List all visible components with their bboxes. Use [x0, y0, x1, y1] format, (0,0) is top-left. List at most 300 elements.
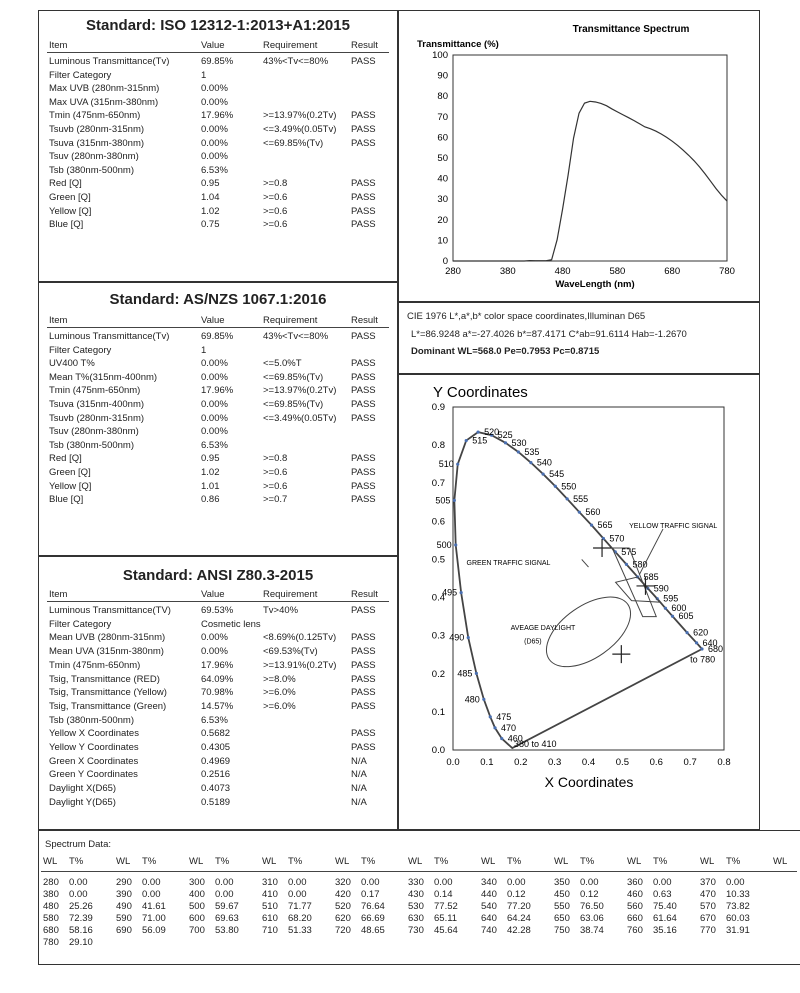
- requirement-cell: >=13.97%(0.2Tv): [263, 110, 337, 122]
- locus-point: [625, 563, 628, 566]
- spectrum-wl-cell: 290: [116, 877, 132, 888]
- result-cell: N/A: [351, 783, 367, 795]
- chromaticity-x-tick: 0.2: [514, 757, 528, 768]
- locus-point: [460, 591, 463, 594]
- item-cell: Max UVA (315nm-380nm): [49, 96, 159, 108]
- spectrum-wl-cell: 510: [262, 901, 278, 912]
- spectrum-t-cell: 66.69: [361, 913, 385, 924]
- result-cell: PASS: [351, 659, 376, 671]
- table-row: [49, 768, 389, 781]
- spectrum-wl-cell: 460: [627, 889, 643, 900]
- locus-wavelength-label: 560: [585, 507, 601, 518]
- spectrum-t-cell: 64.24: [507, 913, 531, 924]
- spectrum-wl-cell: 550: [554, 901, 570, 912]
- result-cell: PASS: [351, 480, 376, 492]
- spectrum-y-tick: 30: [437, 194, 448, 206]
- value-cell: 69.53%: [201, 605, 234, 616]
- spectrum-wl-cell: 540: [481, 901, 497, 912]
- locus-wavelength-label: 510: [438, 459, 454, 470]
- ansi-header-result: Result: [351, 589, 378, 600]
- iso-header-result: Result: [351, 40, 378, 51]
- table-row: [49, 439, 389, 452]
- asnzs-header-item: Item: [49, 315, 68, 326]
- spectrum-wl-cell: 720: [335, 925, 351, 936]
- value-cell: 0.00%: [201, 646, 228, 658]
- chromaticity-x-tick: 0.7: [683, 757, 697, 768]
- locus-point: [475, 672, 478, 675]
- requirement-cell: <8.69%(0.125Tv): [263, 632, 337, 644]
- from380-label: 380 to 410: [513, 739, 557, 750]
- chromaticity-y-tick: 0.7: [431, 478, 445, 490]
- chromaticity-y-tick: 0.6: [431, 516, 445, 528]
- spectrum-t-cell: 0.00: [288, 889, 307, 900]
- value-cell: 0.2516: [201, 769, 231, 781]
- value-cell: 0.00%: [201, 124, 228, 135]
- asnzs-title: Standard: AS/NZS 1067.1:2016: [109, 291, 327, 308]
- item-cell: Yellow X Coordinates: [49, 728, 139, 740]
- spectrum-wl-cell: 730: [408, 925, 424, 936]
- locus-point: [453, 499, 456, 502]
- item-cell: Tsig, Transmittance (Yellow): [49, 687, 167, 699]
- locus-wavelength-label: 620: [693, 627, 709, 638]
- value-cell: 6.53%: [201, 714, 228, 726]
- locus-wavelength-label: 575: [621, 546, 637, 557]
- spectrum-wl-cell: 620: [335, 913, 351, 924]
- ansi-header-item: Item: [49, 589, 68, 600]
- spectrum-chart: [399, 11, 759, 301]
- spectrum-t-cell: 58.16: [69, 925, 93, 936]
- chromaticity-y-tick: 0.5: [431, 554, 445, 566]
- value-cell: 0.4073: [201, 783, 231, 795]
- value-cell: 6.53%: [201, 439, 228, 451]
- table-row: [49, 69, 389, 82]
- spectrum-plot-frame: [453, 55, 727, 261]
- daylight-label: AVEAGE DAYLIGHT: [510, 624, 576, 632]
- requirement-cell: >=0.6: [263, 467, 288, 478]
- result-cell: PASS: [351, 687, 376, 699]
- spectrum-col-wl-header: WL: [116, 856, 131, 867]
- table-row: [49, 218, 389, 231]
- spectrum-t-cell: 48.65: [361, 925, 385, 936]
- spectrum-x-tick: 680: [664, 266, 681, 277]
- spectrum-wl-cell: 430: [408, 889, 424, 900]
- spectrum-col-wl-header: WL: [43, 856, 58, 867]
- locus-point: [590, 524, 593, 527]
- cie-line3: Dominant WL=568.0 Pe=0.7953 Pc=0.8715: [411, 346, 600, 357]
- table-row: [49, 673, 389, 686]
- table-row: [49, 123, 389, 136]
- spectrum-y-tick: 60: [437, 132, 448, 144]
- value-cell: 69.85%: [201, 56, 234, 67]
- table-row: [49, 631, 389, 644]
- spectrum-t-cell: 65.11: [434, 913, 458, 924]
- result-cell: PASS: [351, 728, 376, 740]
- spectrum-t-cell: 76.64: [361, 901, 385, 912]
- locus-point: [517, 450, 520, 453]
- requirement-cell: <=69.85%(Tv): [263, 399, 324, 410]
- spectrum-wl-cell: 350: [554, 877, 570, 888]
- value-cell: 64.09%: [201, 673, 234, 685]
- chromaticity-x-tick: 0.8: [717, 757, 731, 768]
- spectrum-t-cell: 53.80: [215, 925, 239, 936]
- spectrum-wl-cell: 330: [408, 877, 424, 888]
- item-cell: Tsig, Transmittance (Green): [49, 700, 167, 712]
- requirement-cell: >=0.8: [263, 178, 288, 190]
- table-row: [49, 330, 389, 343]
- result-cell: PASS: [351, 494, 376, 506]
- chromaticity-x-tick: 0.0: [446, 757, 460, 768]
- spectrum-t-cell: 0.00: [507, 877, 526, 888]
- result-cell: PASS: [351, 371, 376, 383]
- item-cell: Max UVB (280nm-315nm): [49, 83, 160, 95]
- item-cell: Tsuv (280nm-380nm): [49, 151, 139, 163]
- chromaticity-x-label: X Coordinates: [544, 774, 634, 790]
- result-cell: PASS: [351, 467, 376, 478]
- value-cell: 14.57%: [201, 700, 234, 712]
- spectrum-col-wl-header: WL: [189, 856, 204, 867]
- spectrum-wl-cell: 390: [116, 889, 132, 900]
- item-cell: Tsuv (280nm-380nm): [49, 426, 139, 438]
- value-cell: Cosmetic lens: [201, 618, 261, 630]
- requirement-cell: >=6.0%: [263, 687, 296, 699]
- spectrum-col-wl-header: WL: [554, 856, 569, 867]
- spectrum-t-cell: 25.26: [69, 901, 93, 912]
- locus-point: [482, 698, 485, 701]
- value-cell: 17.96%: [201, 110, 234, 122]
- value-cell: 0.00%: [201, 399, 228, 410]
- locus-wavelength-label: 600: [671, 603, 687, 614]
- requirement-cell: Tv>40%: [263, 605, 299, 616]
- value-cell: 1.02: [201, 205, 220, 217]
- item-cell: Tmin (475nm-650nm): [49, 659, 141, 671]
- item-cell: Tmin (475nm-650nm): [49, 385, 141, 397]
- result-cell: PASS: [351, 632, 376, 644]
- chromaticity-y-tick: 0.1: [431, 706, 445, 718]
- spectrum-t-cell: 41.61: [142, 901, 166, 912]
- locus-wavelength-label: 680: [707, 644, 724, 655]
- result-cell: N/A: [351, 755, 367, 767]
- spectrum-wl-cell: 470: [700, 889, 716, 900]
- value-cell: 69.85%: [201, 331, 234, 342]
- spectrum-x-tick: 480: [554, 266, 571, 277]
- item-cell: Tsuvb (280nm-315nm): [49, 412, 145, 424]
- spectrum-wl-cell: 690: [116, 925, 132, 936]
- locus-point: [465, 439, 468, 442]
- spectrum-wl-cell: 440: [481, 889, 497, 900]
- requirement-cell: >=0.6: [263, 205, 288, 217]
- item-cell: Filter Category: [49, 618, 112, 630]
- result-cell: PASS: [351, 605, 376, 616]
- locus-wavelength-label: 570: [609, 533, 625, 544]
- item-cell: Tsuvb (280nm-315nm): [49, 124, 145, 135]
- table-row: [49, 371, 389, 384]
- spectrum-col-wl-header: WL: [627, 856, 642, 867]
- spectrum-col-t-header: T%: [434, 856, 449, 867]
- locus-wavelength-label: 460: [507, 733, 523, 744]
- spectrum-col-t-header: T%: [215, 856, 230, 867]
- result-cell: PASS: [351, 453, 376, 465]
- to780-label: to 780: [690, 654, 716, 665]
- locus-point: [671, 615, 674, 618]
- locus-point: [500, 737, 503, 740]
- spectrum-wl-cell: 410: [262, 889, 278, 900]
- item-cell: Blue [Q]: [49, 219, 84, 231]
- spectrum-col-t-header: T%: [288, 856, 303, 867]
- spectrum-wl-cell: 640: [481, 913, 497, 924]
- locus-wavelength-label: 590: [653, 583, 669, 594]
- result-cell: PASS: [351, 646, 376, 658]
- locus-point: [454, 543, 457, 546]
- locus-wavelength-label: 565: [597, 520, 613, 531]
- spectrum-wl-cell: 600: [189, 913, 205, 924]
- locus-wavelength-label: 550: [561, 481, 577, 492]
- value-cell: 0.75: [201, 219, 220, 231]
- result-cell: PASS: [351, 137, 376, 149]
- locus-wavelength-label: 485: [457, 668, 473, 679]
- spectrum-wl-cell: 560: [627, 901, 643, 912]
- spectrum-t-cell: 56.09: [142, 925, 166, 936]
- asnzs-standard-panel: [38, 282, 398, 556]
- chromaticity-title: Y Coordinates: [433, 384, 528, 401]
- requirement-cell: >=6.0%: [263, 700, 296, 712]
- value-cell: 0.00%: [201, 426, 228, 438]
- spectrum-col-wl-header: WL: [700, 856, 715, 867]
- requirement-cell: >=0.6: [263, 192, 288, 203]
- spectrum-t-cell: 35.16: [653, 925, 677, 936]
- value-cell: 17.96%: [201, 385, 234, 397]
- result-cell: PASS: [351, 673, 376, 685]
- locus-point: [542, 472, 545, 475]
- table-row: [49, 686, 389, 699]
- spectrum-y-tick: 100: [432, 50, 448, 61]
- spectrum-wl-cell: 490: [116, 901, 132, 912]
- locus-point: [578, 511, 581, 514]
- item-cell: Luminous Transmittance(Tv): [49, 331, 170, 342]
- spectrum-t-cell: 71.77: [288, 901, 312, 912]
- locus-wavelength-label: 500: [436, 539, 452, 550]
- spectrum-wl-cell: 700: [189, 925, 205, 936]
- requirement-cell: >=0.8: [263, 453, 288, 465]
- table-row: [49, 466, 389, 479]
- iso-header-requirement: Requirement: [263, 40, 318, 51]
- spectrum-wl-cell: 520: [335, 901, 351, 912]
- chromaticity-y-tick: 0.2: [431, 668, 445, 680]
- spectrum-t-cell: 60.03: [726, 913, 750, 924]
- result-cell: PASS: [351, 700, 376, 712]
- value-cell: 0.00%: [201, 412, 228, 424]
- table-row: [49, 177, 389, 190]
- spectrum-t-cell: 0.00: [142, 889, 161, 900]
- requirement-cell: <=3.49%(0.05Tv): [263, 412, 337, 424]
- table-row: [49, 645, 389, 658]
- coordinate-marker: [612, 645, 630, 663]
- spectrum-wl-cell: 680: [43, 925, 59, 936]
- locus-wavelength-label: 530: [511, 437, 527, 448]
- locus-point: [554, 485, 557, 488]
- spectrum-wl-cell: 570: [700, 901, 716, 912]
- spectrum-col-t-header: T%: [361, 856, 376, 867]
- spectrum-t-cell: 73.82: [726, 901, 750, 912]
- spectrum-wl-cell: 750: [554, 925, 570, 936]
- spectrum-data-rule: [41, 871, 797, 872]
- spectrum-t-cell: 0.00: [215, 877, 234, 888]
- item-cell: Tmin (475nm-650nm): [49, 110, 141, 122]
- value-cell: 0.00%: [201, 137, 228, 149]
- spectrum-t-cell: 0.00: [434, 877, 453, 888]
- spectrum-t-cell: 0.63: [653, 889, 672, 900]
- spectrum-y-tick: 90: [437, 70, 448, 82]
- spectrum-t-cell: 42.28: [507, 925, 531, 936]
- ansi-header-requirement: Requirement: [263, 589, 318, 600]
- table-row: [49, 741, 389, 754]
- item-cell: Red [Q]: [49, 178, 82, 190]
- spectrum-t-cell: 61.64: [653, 913, 677, 924]
- spectrum-t-cell: 0.00: [69, 877, 88, 888]
- item-cell: Tsuva (315nm-380nm): [49, 137, 145, 149]
- item-cell: Red [Q]: [49, 453, 82, 465]
- table-row: [49, 755, 389, 768]
- spectrum-col-t-header: T%: [142, 856, 157, 867]
- table-row: [49, 344, 389, 357]
- table-row: [49, 357, 389, 370]
- locus-wavelength-label: 545: [549, 469, 565, 480]
- asnzs-header-result: Result: [351, 315, 378, 326]
- spectrum-col-wl-header: WL: [408, 856, 423, 867]
- table-row: [49, 412, 389, 425]
- item-cell: Yellow [Q]: [49, 480, 92, 492]
- chromaticity-plot-frame: [453, 407, 724, 750]
- spectrum-y-tick: 20: [437, 214, 448, 226]
- spectrum-y-tick: 40: [437, 173, 448, 185]
- spectrum-wl-cell: 500: [189, 901, 205, 912]
- result-cell: PASS: [351, 385, 376, 397]
- asnzs-header-rule: [47, 327, 389, 328]
- cie-line2: L*=86.9248 a*=-27.4026 b*=87.4171 C*ab=91.6114 Hab=-1.2670: [411, 329, 687, 340]
- table-row: [49, 452, 389, 465]
- spectrum-t-cell: 0.00: [361, 877, 380, 888]
- spectrum-wl-cell: 710: [262, 925, 278, 936]
- spectrum-t-cell: 45.64: [434, 925, 458, 936]
- spectrum-wl-cell: 380: [43, 889, 59, 900]
- spectrum-t-cell: 76.50: [580, 901, 604, 912]
- spectrum-t-cell: 0.00: [726, 877, 745, 888]
- spectrum-wl-cell: 340: [481, 877, 497, 888]
- locus-wavelength-label: 580: [632, 559, 648, 570]
- spectrum-wl-cell: 400: [189, 889, 205, 900]
- cie-line1: CIE 1976 L*,a*,b* color space coordinates,Illuminan D65: [407, 311, 646, 322]
- requirement-cell: <=3.49%(0.05Tv): [263, 124, 337, 135]
- spectrum-t-cell: 77.20: [507, 901, 531, 912]
- result-cell: PASS: [351, 110, 376, 122]
- value-cell: 17.96%: [201, 659, 234, 671]
- value-cell: 0.95: [201, 178, 220, 190]
- green-signal-label: GREEN TRAFFIC SIGNAL: [466, 560, 551, 568]
- chromaticity-chart: [399, 375, 759, 829]
- locus-point: [504, 441, 507, 444]
- requirement-cell: <=5.0%T: [263, 358, 302, 370]
- spectrum-chart-panel: [398, 10, 760, 302]
- item-cell: Green X Coordinates: [49, 755, 139, 767]
- table-row: [49, 618, 389, 631]
- item-cell: Tsb (380nm-500nm): [49, 714, 135, 726]
- locus-point: [695, 641, 698, 644]
- table-row: [49, 205, 389, 218]
- table-row: [49, 700, 389, 713]
- requirement-cell: >=13.97%(0.2Tv): [263, 385, 337, 397]
- table-row: [49, 714, 389, 727]
- iso-header-rule: [47, 52, 389, 53]
- spectrum-col-t-header: T%: [69, 856, 84, 867]
- item-cell: Filter Category: [49, 344, 112, 356]
- spectrum-wl-cell: 650: [554, 913, 570, 924]
- chromaticity-y-tick: 0.8: [431, 440, 445, 452]
- locus-wavelength-label: 595: [663, 593, 679, 604]
- spectrum-col-t-header: T%: [580, 856, 595, 867]
- table-row: [49, 137, 389, 150]
- item-cell: Daylight X(D65): [49, 783, 117, 795]
- locus-wavelength-label: 605: [678, 611, 694, 622]
- spectrum-wl-cell: 280: [43, 877, 59, 888]
- result-cell: PASS: [351, 219, 376, 231]
- spectrum-t-cell: 0.00: [580, 877, 599, 888]
- item-cell: Mean UVB (280nm-315nm): [49, 632, 166, 644]
- value-cell: 1: [201, 344, 207, 356]
- value-cell: 1.04: [201, 192, 220, 203]
- locus-wavelength-label: 490: [449, 632, 465, 643]
- value-cell: 0.5682: [201, 728, 231, 740]
- table-row: [49, 191, 389, 204]
- spectrum-t-cell: 0.12: [507, 889, 526, 900]
- spectrum-t-cell: 0.00: [142, 877, 161, 888]
- chromaticity-x-tick: 0.1: [480, 757, 494, 768]
- spectrum-t-cell: 51.33: [288, 925, 312, 936]
- item-cell: Green [Q]: [49, 467, 91, 478]
- requirement-cell: 43%<Tv<=80%: [263, 56, 329, 67]
- spectrum-x-tick: 780: [719, 266, 735, 277]
- signal-band-region: [612, 548, 656, 617]
- spectrum-x-label: WaveLength (nm): [555, 279, 635, 290]
- iso-title: Standard: ISO 12312-1:2013+A1:2015: [86, 17, 350, 34]
- spectrum-col-t-header: T%: [726, 856, 741, 867]
- ansi-header-rule: [47, 601, 389, 602]
- value-cell: 0.86: [201, 494, 220, 506]
- chromaticity-panel: [398, 374, 760, 830]
- spectrum-wl-cell: 300: [189, 877, 205, 888]
- locus-point: [566, 497, 569, 500]
- spectrum-x-tick: 380: [499, 266, 516, 277]
- table-row: [49, 384, 389, 397]
- iso-standard-panel: [38, 10, 398, 282]
- locus-point: [685, 631, 688, 634]
- result-cell: PASS: [351, 56, 376, 67]
- value-cell: 0.00%: [201, 358, 228, 370]
- item-cell: Luminous Transmittance(Tv): [49, 56, 170, 67]
- locus-wavelength-label: 585: [643, 571, 659, 582]
- value-cell: 0.5189: [201, 796, 231, 808]
- item-cell: Tsb (380nm-500nm): [49, 164, 135, 176]
- locus-wavelength-label: 495: [442, 587, 458, 598]
- value-cell: 70.98%: [201, 687, 234, 699]
- ansi-standard-panel: [38, 556, 398, 830]
- item-cell: Tsuva (315nm-400nm): [49, 399, 145, 410]
- spectrum-wl-cell: 740: [481, 925, 497, 936]
- table-row: [49, 109, 389, 122]
- spectrum-wl-cell: 670: [700, 913, 716, 924]
- locus-wavelength-label: 540: [536, 457, 552, 468]
- value-cell: 0.4969: [201, 755, 231, 767]
- result-cell: N/A: [351, 769, 367, 781]
- ansi-header-value: Value: [201, 589, 225, 600]
